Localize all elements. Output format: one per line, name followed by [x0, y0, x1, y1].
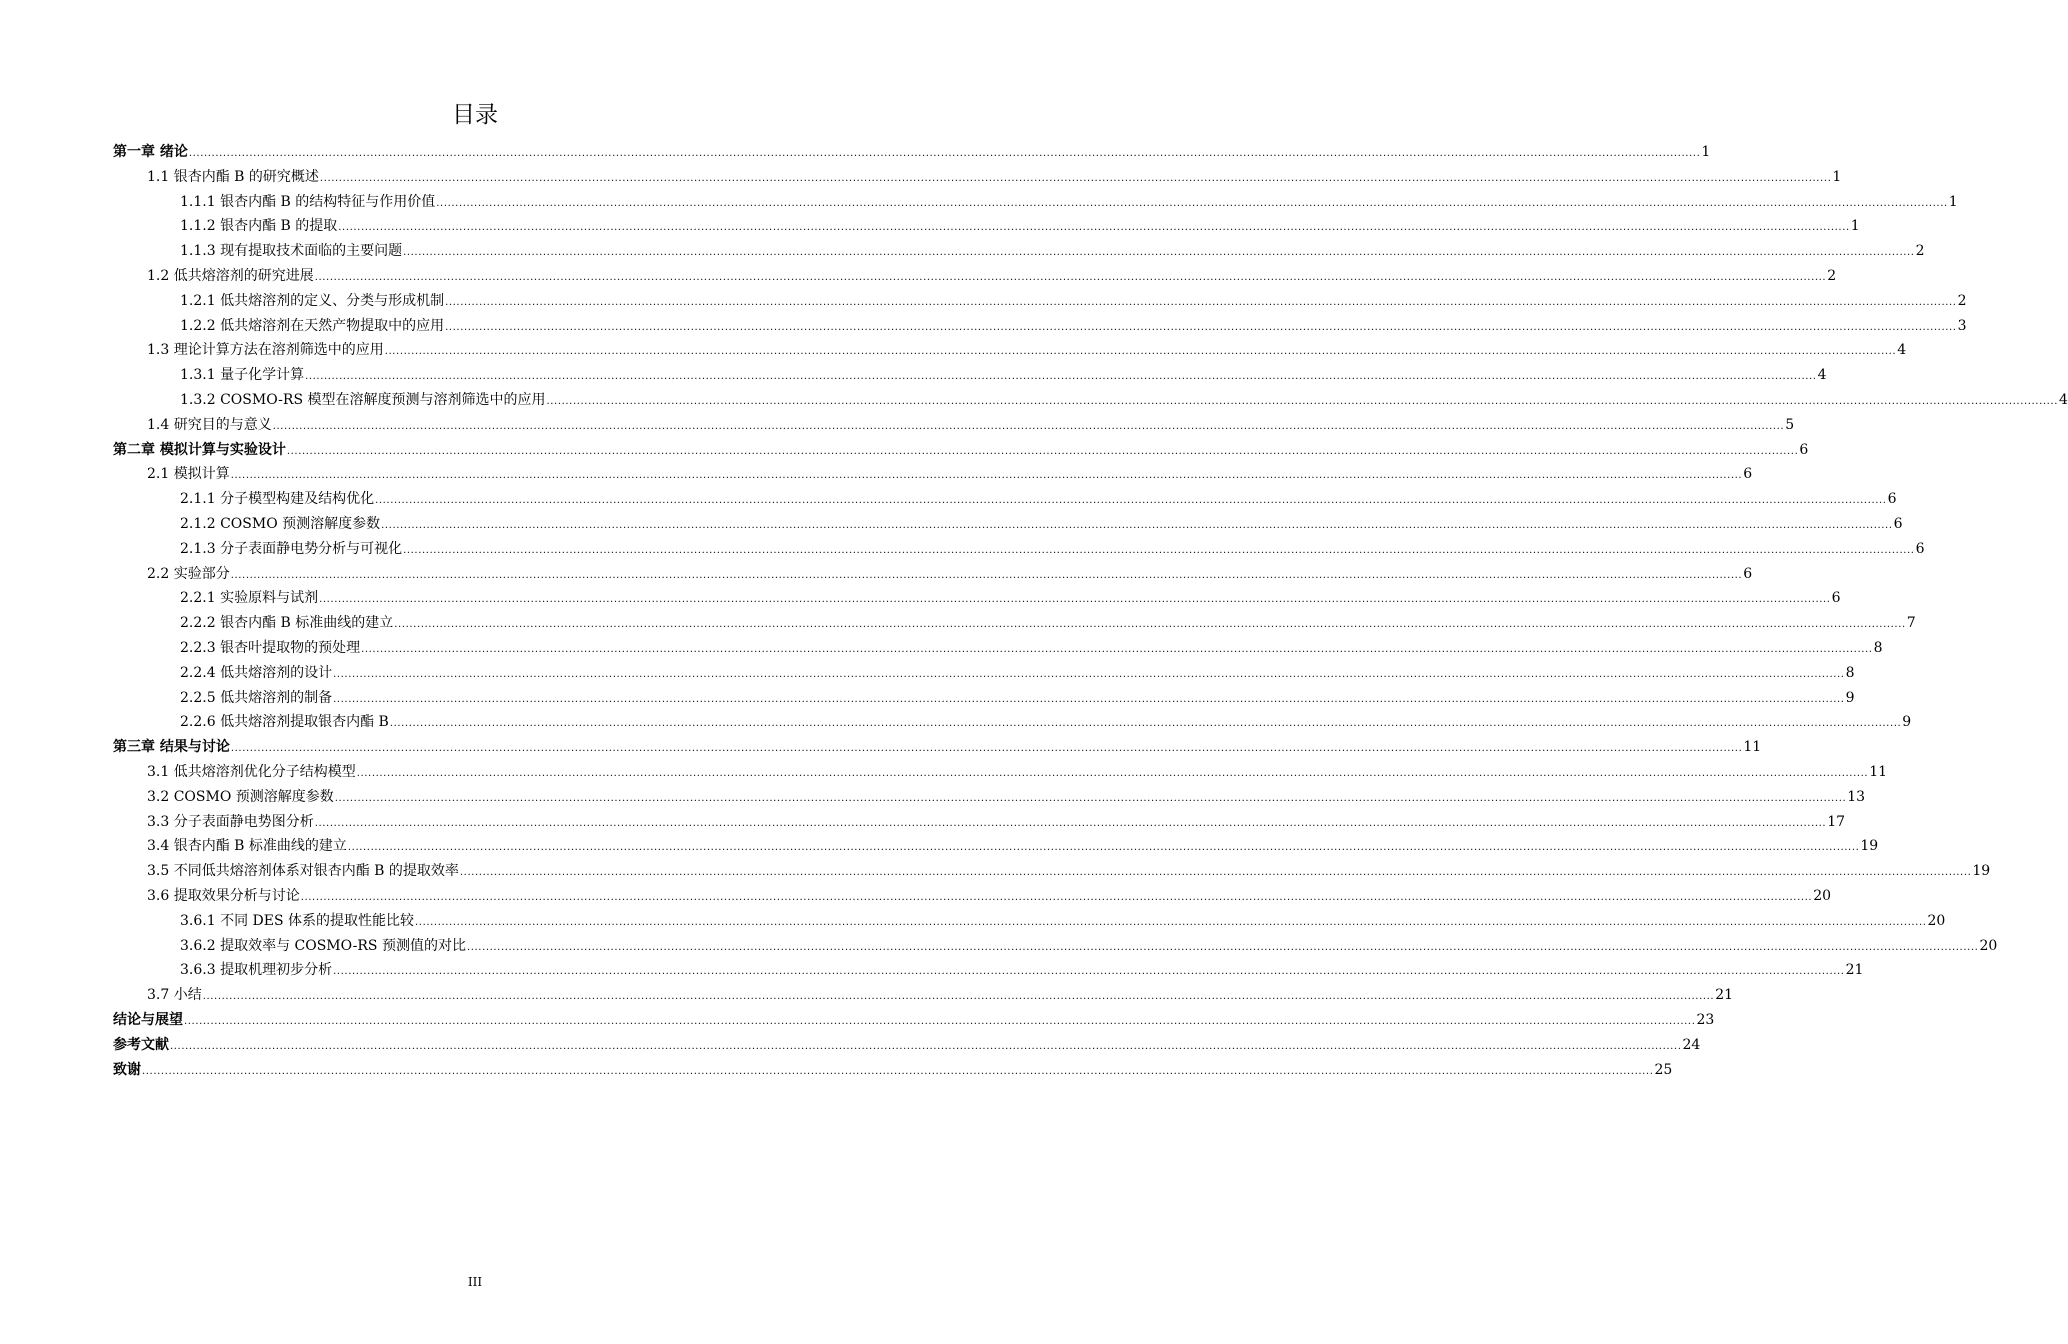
toc-entry-page-number: 19 [1972, 863, 1991, 880]
toc-leader-dots: ................................................................................................................................................................................................................................................................................................................................................................................................................ [333, 668, 1845, 680]
toc-leader-dots: ................................................................................................................................................................................................................................................................................................................................................................................................................ [230, 569, 1743, 581]
toc-leader-dots: ................................................................................................................................................................................................................................................................................................................................................................................................................ [188, 148, 1701, 159]
toc-entry-page-number: 1 [1850, 218, 1860, 235]
toc-entry-label: 3.6 提取效果分析与讨论 [147, 888, 300, 904]
toc-entry-label: 2.2.6 低共熔溶剂提取银杏内酯 B [180, 714, 389, 731]
toc-entry-page-number: 6 [1893, 516, 1903, 532]
toc-entry-level-3[interactable] [180, 215, 1860, 237]
toc-entry-page-number: 11 [1743, 739, 1762, 756]
toc-entry-page-number: 1 [1701, 144, 1711, 160]
toc-entry-label: 2.2.5 低共熔溶剂的制备 [180, 689, 333, 706]
toc-entry-label: 3.5 不同低共熔溶剂体系对银杏内酯 B 的提取效率 [147, 863, 459, 880]
toc-entry-page-number: 1 [1948, 193, 1958, 210]
toc-entry-level-3[interactable] [180, 513, 1903, 535]
toc-entry-label: 1.1.3 现有提取技术面临的主要问题 [180, 243, 403, 260]
toc-entry-level-3[interactable] [180, 935, 1998, 957]
toc-entry-page-number: 4 [1897, 342, 1907, 359]
toc-entry-page-number: 3 [1957, 317, 1967, 334]
toc-entry-level-2[interactable] [147, 339, 1907, 361]
toc-entry-label: 1.3.2 COSMO-RS 模型在溶解度预测与溶剂筛选中的应用 [180, 392, 546, 408]
toc-entry-level-2[interactable] [147, 811, 1846, 833]
toc-entry-page-number: 6 [1915, 540, 1925, 557]
toc-leader-dots: ................................................................................................................................................................................................................................................................................................................................................................................................................ [394, 619, 1906, 631]
toc-leader-dots: ................................................................................................................................................................................................................................................................................................................................................................................................................ [170, 1040, 1682, 1052]
toc-entry-page-number: 11 [1869, 764, 1888, 780]
toc-leader-dots: ................................................................................................................................................................................................................................................................................................................................................................................................................ [314, 272, 1827, 283]
toc-leader-dots: ................................................................................................................................................................................................................................................................................................................................................................................................................ [333, 966, 1845, 978]
toc-entry-level-3[interactable] [180, 191, 1958, 213]
toc-leader-dots: ................................................................................................................................................................................................................................................................................................................................................................................................................ [286, 445, 1799, 457]
toc-entry-label: 2.2.2 银杏内酯 B 标准曲线的建立 [180, 615, 394, 632]
toc-entry-level-2[interactable] [147, 265, 1837, 287]
toc-leader-dots: ................................................................................................................................................................................................................................................................................................................................................................................................................ [546, 396, 2058, 407]
toc-entry-level-1[interactable] [113, 439, 1809, 461]
toc-leader-dots: ................................................................................................................................................................................................................................................................................................................................................................................................................ [356, 768, 1869, 779]
page-title: 目录 [452, 102, 498, 128]
toc-entry-label: 结论与展望 [113, 1012, 183, 1028]
toc-entry-page-number: 7 [1906, 615, 1916, 632]
toc-entry-label: 3.2 COSMO 预测溶解度参数 [147, 788, 334, 805]
toc-entry-label: 2.1 模拟计算 [147, 466, 230, 483]
toc-leader-dots: ................................................................................................................................................................................................................................................................................................................................................................................................................ [319, 594, 1831, 606]
toc-entry-page-number: 25 [1654, 1061, 1673, 1078]
toc-entry-level-3[interactable] [180, 364, 1827, 386]
toc-entry-label: 2.1.1 分子模型构建及结构优化 [180, 491, 375, 508]
toc-entry-page-number: 20 [1927, 912, 1946, 929]
toc-entry-label: 1.3 理论计算方法在溶剂筛选中的应用 [147, 342, 384, 359]
toc-entry-level-3[interactable] [180, 711, 1912, 733]
toc-leader-dots: ................................................................................................................................................................................................................................................................................................................................................................................................................ [142, 1065, 1654, 1077]
toc-entry-level-3[interactable] [180, 389, 2068, 411]
toc-entry-page-number: 21 [1845, 962, 1864, 979]
toc-entry-label: 3.6.3 提取机理初步分析 [180, 962, 333, 979]
toc-entry-label: 2.2 实验部分 [147, 565, 230, 582]
toc-entry-page-number: 6 [1743, 565, 1753, 582]
toc-entry-level-3[interactable] [180, 687, 1855, 709]
toc-entry-level-2[interactable] [147, 463, 1753, 485]
toc-entry-label: 1.1.2 银杏内酯 B 的提取 [180, 218, 338, 235]
toc-entry-page-number: 19 [1860, 838, 1879, 855]
toc-entry-page-number: 4 [1817, 367, 1827, 384]
toc-entry-page-number: 6 [1887, 491, 1897, 508]
toc-entry-page-number: 1 [1832, 168, 1842, 185]
toc-entry-page-number: 6 [1743, 466, 1753, 483]
page-number-footer: III [467, 1275, 483, 1289]
toc-entry-label: 2.2.4 低共熔溶剂的设计 [180, 664, 333, 681]
toc-leader-dots: ................................................................................................................................................................................................................................................................................................................................................................................................................ [272, 420, 1785, 432]
toc-entry-level-2[interactable] [147, 786, 1866, 808]
toc-entry-level-1[interactable] [113, 141, 1711, 163]
toc-leader-dots: ................................................................................................................................................................................................................................................................................................................................................................................................................ [466, 941, 1979, 953]
toc-entry-level-3[interactable] [180, 290, 1967, 312]
toc-leader-dots: ................................................................................................................................................................................................................................................................................................................................................................................................................ [202, 991, 1715, 1003]
toc-entry-level-2[interactable] [147, 860, 1991, 882]
toc-entry-label: 1.2.1 低共熔溶剂的定义、分类与形成机制 [180, 292, 445, 309]
toc-leader-dots: ................................................................................................................................................................................................................................................................................................................................................................................................................ [415, 916, 1927, 928]
toc-entry-level-2[interactable] [147, 414, 1795, 436]
toc-entry-level-3[interactable] [180, 959, 1864, 981]
toc-entry-label: 1.4 研究目的与意义 [147, 416, 272, 433]
toc-leader-dots: ................................................................................................................................................................................................................................................................................................................................................................................................................ [403, 247, 1915, 259]
toc-entry-label: 2.2.3 银杏叶提取物的预处理 [180, 640, 361, 656]
toc-entry-page-number: 8 [1873, 640, 1883, 656]
toc-leader-dots: ................................................................................................................................................................................................................................................................................................................................................................................................................ [381, 520, 1893, 531]
toc-entry-page-number: 6 [1799, 441, 1809, 458]
toc-entry-level-3[interactable] [180, 240, 1925, 262]
toc-entry-level-1[interactable] [113, 1009, 1715, 1031]
toc-leader-dots: ................................................................................................................................................................................................................................................................................................................................................................................................................ [334, 792, 1847, 804]
toc-entry-page-number: 20 [1813, 888, 1832, 904]
toc-entry-label: 2.1.3 分子表面静电势分析与可视化 [180, 540, 403, 557]
toc-entry-label: 1.2 低共熔溶剂的研究进展 [147, 268, 314, 284]
toc-entry-page-number: 2 [1915, 243, 1925, 260]
toc-entry-label: 3.3 分子表面静电势图分析 [147, 813, 314, 830]
toc-entry-level-3[interactable] [180, 637, 1883, 659]
toc-entry-page-number: 8 [1845, 664, 1855, 681]
toc-entry-page-number: 23 [1696, 1012, 1715, 1028]
toc-entry-page-number: 4 [2058, 392, 2068, 408]
toc-leader-dots: ................................................................................................................................................................................................................................................................................................................................................................................................................ [403, 544, 1915, 556]
toc-leader-dots: ................................................................................................................................................................................................................................................................................................................................................................................................................ [333, 693, 1845, 705]
toc-entry-label: 第一章 绪论 [113, 144, 188, 160]
toc-leader-dots: ................................................................................................................................................................................................................................................................................................................................................................................................................ [459, 867, 1972, 879]
toc-entry-page-number: 24 [1682, 1036, 1701, 1053]
toc-entry-level-3[interactable] [180, 538, 1925, 560]
toc-leader-dots: ................................................................................................................................................................................................................................................................................................................................................................................................................ [230, 743, 1743, 755]
toc-entry-level-1[interactable] [113, 1034, 1701, 1056]
toc-entry-page-number: 9 [1845, 689, 1855, 706]
toc-leader-dots: ................................................................................................................................................................................................................................................................................................................................................................................................................ [319, 172, 1832, 184]
toc-entry-page-number: 2 [1827, 268, 1837, 284]
toc-entry-level-3[interactable] [180, 910, 1946, 932]
toc-entry-label: 3.1 低共熔溶剂优化分子结构模型 [147, 764, 356, 780]
toc-leader-dots: ................................................................................................................................................................................................................................................................................................................................................................................................................ [375, 495, 1887, 507]
toc-entry-label: 3.7 小结 [147, 987, 202, 1004]
toc-entry-label: 参考文献 [113, 1036, 169, 1053]
toc-entry-label: 3.6.1 不同 DES 体系的提取性能比较 [180, 912, 415, 929]
toc-entry-level-2[interactable] [147, 563, 1753, 585]
toc-entry-label: 1.3.1 量子化学计算 [180, 367, 305, 384]
toc-entry-level-3[interactable] [180, 587, 1841, 609]
toc-entry-label: 1.2.2 低共熔溶剂在天然产物提取中的应用 [180, 317, 445, 334]
toc-entry-label: 3.4 银杏内酯 B 标准曲线的建立 [147, 838, 347, 855]
toc-entry-label: 3.6.2 提取效率与 COSMO-RS 预测值的对比 [180, 937, 466, 954]
toc-entry-level-3[interactable] [180, 488, 1897, 510]
toc-leader-dots: ................................................................................................................................................................................................................................................................................................................................................................................................................ [305, 371, 1817, 383]
toc-entry-page-number: 17 [1827, 813, 1846, 830]
toc-entry-level-3[interactable] [180, 612, 1916, 634]
toc-entry-label: 1.1.1 银杏内酯 B 的结构特征与作用价值 [180, 193, 436, 210]
toc-entry-level-2[interactable] [147, 984, 1734, 1006]
toc-entry-label: 2.2.1 实验原料与试剂 [180, 590, 319, 607]
toc-entry-page-number: 5 [1785, 416, 1795, 433]
toc-entry-level-3[interactable] [180, 315, 1967, 337]
toc-leader-dots: ................................................................................................................................................................................................................................................................................................................................................................................................................ [338, 222, 1850, 234]
toc-entry-page-number: 9 [1902, 714, 1912, 731]
toc-leader-dots: ................................................................................................................................................................................................................................................................................................................................................................................................................ [314, 817, 1827, 829]
toc-leader-dots: ................................................................................................................................................................................................................................................................................................................................................................................................................ [361, 644, 1873, 655]
toc-entry-page-number: 20 [1979, 937, 1998, 954]
toc-entry-level-2[interactable] [147, 166, 1842, 188]
toc-leader-dots: ................................................................................................................................................................................................................................................................................................................................................................................................................ [230, 470, 1743, 482]
toc-leader-dots: ................................................................................................................................................................................................................................................................................................................................................................................................................ [436, 197, 1948, 209]
toc-entry-level-1[interactable] [113, 1059, 1673, 1081]
toc-leader-dots: ................................................................................................................................................................................................................................................................................................................................................................................................................ [389, 718, 1902, 730]
toc-entry-level-2[interactable] [147, 885, 1832, 907]
toc-leader-dots: ................................................................................................................................................................................................................................................................................................................................................................................................................ [384, 346, 1897, 358]
toc-entry-page-number: 13 [1847, 788, 1866, 805]
toc-entry-level-3[interactable] [180, 662, 1855, 684]
toc-leader-dots: ................................................................................................................................................................................................................................................................................................................................................................................................................ [184, 1016, 1696, 1027]
toc-entry-label: 第三章 结果与讨论 [113, 739, 230, 756]
toc-entry-label: 1.1 银杏内酯 B 的研究概述 [147, 168, 319, 185]
toc-entry-page-number: 6 [1831, 590, 1841, 607]
toc-entry-label: 2.1.2 COSMO 预测溶解度参数 [180, 516, 381, 532]
toc-entry-level-1[interactable] [113, 736, 1762, 758]
toc-entry-level-2[interactable] [147, 761, 1888, 783]
toc-entry-level-2[interactable] [147, 835, 1879, 857]
toc-leader-dots: ................................................................................................................................................................................................................................................................................................................................................................................................................ [347, 842, 1860, 854]
toc-leader-dots: ................................................................................................................................................................................................................................................................................................................................................................................................................ [445, 296, 1957, 308]
toc-leader-dots: ................................................................................................................................................................................................................................................................................................................................................................................................................ [300, 892, 1813, 903]
toc-entry-label: 致谢 [113, 1061, 141, 1078]
toc-entry-page-number: 21 [1715, 987, 1734, 1004]
toc-entry-page-number: 2 [1957, 292, 1967, 309]
toc-leader-dots: ................................................................................................................................................................................................................................................................................................................................................................................................................ [445, 321, 1957, 333]
toc-entry-label: 第二章 模拟计算与实验设计 [113, 441, 286, 458]
